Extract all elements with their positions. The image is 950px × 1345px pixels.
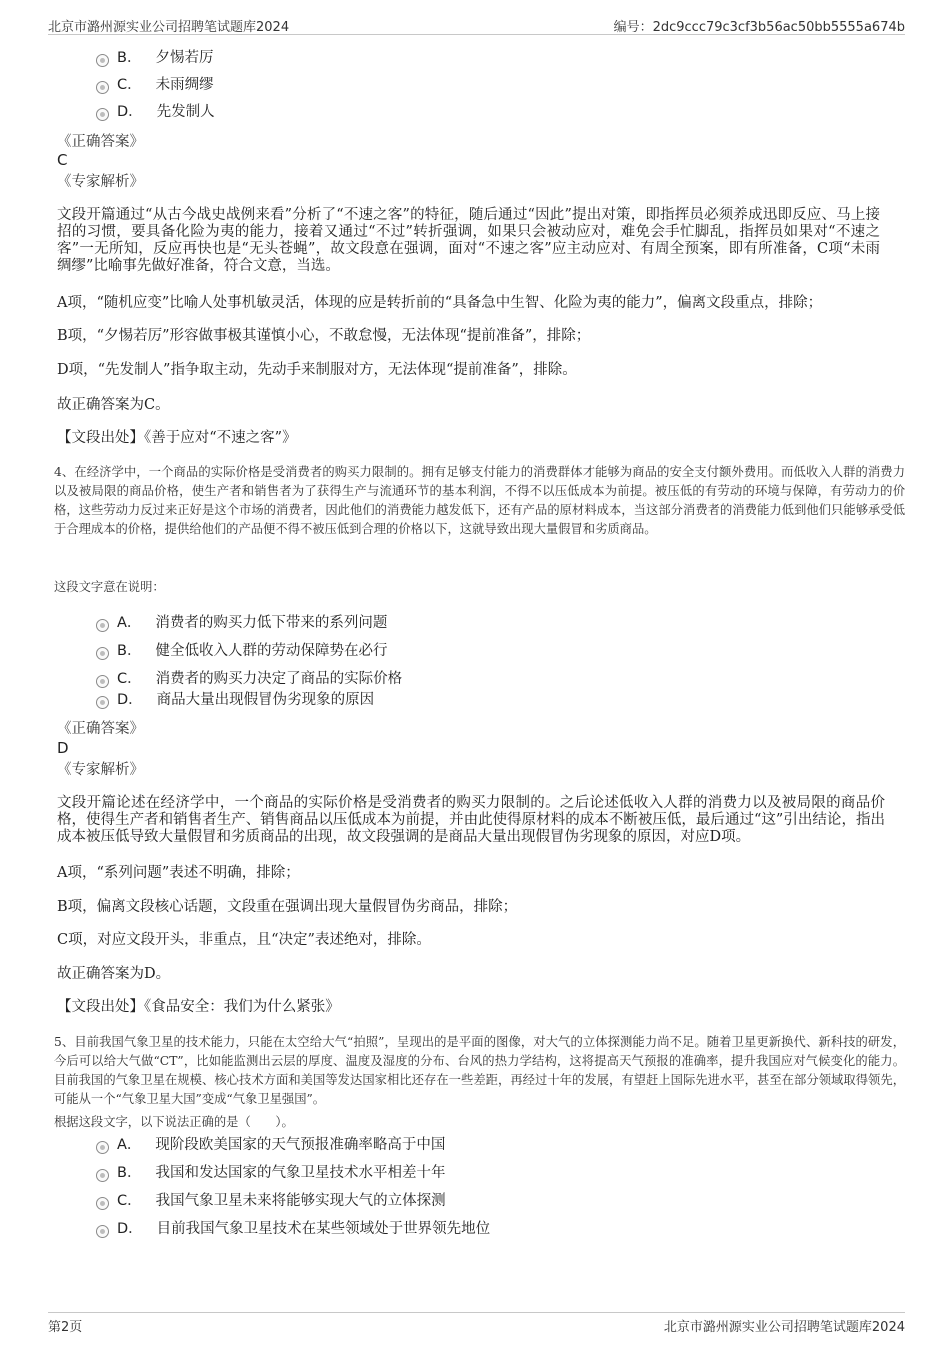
q4-analysis: 文段开篇论述在经济学中，一个商品的实际价格是受消费者的购买力限制的。之后论述低收入人群的消费力以及被局限的商品价格，使得生产者和销售者生产、销售商品以压低成本为前提，并由此使得原材料的成本不断被压低，最后通过“这”引出结论，指出成本被压低导致大量假冒和劣质商品的出现，故文段强调的是商品大量出现假冒伪劣现象的原因，对应D项。 (57, 795, 885, 845)
q4-item-b: B项，偏离文段核心话题，文段重在强调出现大量假冒伪劣商品，排除； (57, 899, 518, 915)
q5-option-c[interactable]: C． 我国气象卫星未来将能够实现大气的立体探测 (96, 1191, 446, 1211)
radio-icon[interactable] (96, 54, 109, 67)
radio-icon[interactable] (96, 1169, 109, 1182)
q4-prompt: 这段文字意在说明： (54, 580, 165, 594)
page-number: 第2页 (48, 1320, 83, 1335)
q3-option-d[interactable]: D． 先发制人 (96, 102, 215, 122)
q3-option-c[interactable]: C． 未雨绸缪 (96, 75, 214, 95)
radio-icon[interactable] (96, 696, 109, 709)
q4-answer: D (57, 739, 69, 757)
q3-answer-label: 《正确答案》 (57, 134, 144, 150)
page-footer (48, 1312, 905, 1333)
q5-option-b[interactable]: B． 我国和发达国家的气象卫星技术水平相差十年 (96, 1163, 445, 1183)
q3-analysis-label: 《专家解析》 (57, 174, 144, 190)
q4-stem: 4、在经济学中，一个商品的实际价格是受消费者的购买力限制的。拥有足够支付能力的消费群体才能够为商品的安全支付额外费用。而低收入人群的消费力以及被局限的商品价格，使生产者和销售者为了获得生产与流通环节的基本利润，不得不以压低成本为前提。被压低的有劳动的环境与保障，有劳动力的价格，这些劳动力反过来正好是这个市场的消费者，因此他们的消费能力越发低下，还有产品的原材料成本，当这部分消费者的消费能力低到他们只能够承受低于合理成本的价格，提供给他们的产品便不得不被压低到合理的价格以下，这就导致出现大量假冒和劣质商品。 (54, 465, 905, 536)
q5-option-d[interactable]: D． 目前我国气象卫星技术在某些领域处于世界领先地位 (96, 1219, 490, 1239)
page-header (48, 14, 905, 35)
q4-item-c: C项，对应文段开头，非重点，且“决定”表述绝对，排除。 (57, 932, 431, 948)
radio-icon[interactable] (96, 675, 109, 688)
radio-icon[interactable] (96, 81, 109, 94)
radio-icon[interactable] (96, 108, 109, 121)
q3-analysis: 文段开篇通过“从古今战史战例来看”分析了“不速之客”的特征，随后通过“因此”提出对策，即指挥员必须养成迅即反应、马上接招的习惯，要具备化险为夷的能力，接着又通过“不过”转折强调，如果只会被动应对，难免会手忙脚乱，指挥员如果对“不速之客”一无所知，反应再快也是“无头苍蝇”，故文段意在强调，面对“不速之客”应主动应对、有周全预案，即有所准备，C项“未雨绸缪”比喻事先做好准备，符合文意，当选。 (57, 207, 880, 274)
q3-item-b: B项，“夕惕若厉”形容做事极其谨慎小心，不敢怠慢，无法体现“提前准备”，排除； (57, 328, 591, 344)
radio-icon[interactable] (96, 647, 109, 660)
q4-option-a[interactable]: A． 消费者的购买力低下带来的系列问题 (96, 613, 387, 633)
radio-icon[interactable] (96, 619, 109, 632)
radio-icon[interactable] (96, 1225, 109, 1238)
q3-source: 【文段出处】《善于应对“不速之客”》 (57, 430, 297, 446)
radio-icon[interactable] (96, 1141, 109, 1154)
radio-icon[interactable] (96, 1197, 109, 1210)
q4-option-c[interactable]: C． 消费者的购买力决定了商品的实际价格 (96, 669, 402, 689)
q4-source: 【文段出处】《食品安全：我们为什么紧张》 (57, 999, 340, 1015)
q4-analysis-label: 《专家解析》 (57, 762, 144, 778)
header-doc-id: 编号：2dc9ccc79c3cf3b56ac50bb5555a674b (613, 20, 905, 35)
footer-title: 北京市潞州源实业公司招聘笔试题库2024 (663, 1320, 905, 1335)
header-title: 北京市潞州源实业公司招聘笔试题库2024 (48, 20, 290, 35)
q5-prompt: 根据这段文字，以下说法正确的是（ ）。 (54, 1115, 294, 1129)
q4-answer-label: 《正确答案》 (57, 721, 144, 737)
q5-option-a[interactable]: A． 现阶段欧美国家的天气预报准确率略高于中国 (96, 1135, 445, 1155)
q4-option-b[interactable]: B． 健全低收入人群的劳动保障势在必行 (96, 641, 387, 661)
q3-conclusion: 故正确答案为C。 (57, 397, 170, 413)
q4-option-d[interactable]: D． 商品大量出现假冒伪劣现象的原因 (96, 690, 374, 710)
q3-item-a: A项，“随机应变”比喻人处事机敏灵活，体现的应是转折前的“具备急中生智、化险为夷的能力”，偏离文段重点，排除； (57, 295, 823, 311)
q3-answer: C (57, 151, 68, 169)
q3-option-b[interactable]: B． 夕惕若厉 (96, 48, 213, 68)
q4-item-a: A项，“系列问题”表述不明确，排除； (57, 865, 300, 881)
q5-stem: 5、目前我国气象卫星的技术能力，只能在太空给大气“拍照”，呈现出的是平面的图像，对大气的立体探测能力尚不足。随着卫星更新换代、新科技的研发，今后可以给大气做“CT”，比如能监测出云层的厚度、温度及湿度的分布、台风的热力学结构，这将提高天气预报的准确率，提升我国应对气候变化的能力。目前我国的气象卫星在规模、核心技术方面和美国等发达国家相比还存在一些差距，再经过十年的发展，有望赶上国际先进水平，甚至在部分领域取得领先，可能从一个“气象卫星大国”变成“气象卫星强国”。 (54, 1035, 905, 1106)
q3-item-d: D项，“先发制人”指争取主动，先动手来制服对方，无法体现“提前准备”，排除。 (57, 362, 577, 378)
q4-conclusion: 故正确答案为D。 (57, 966, 171, 982)
